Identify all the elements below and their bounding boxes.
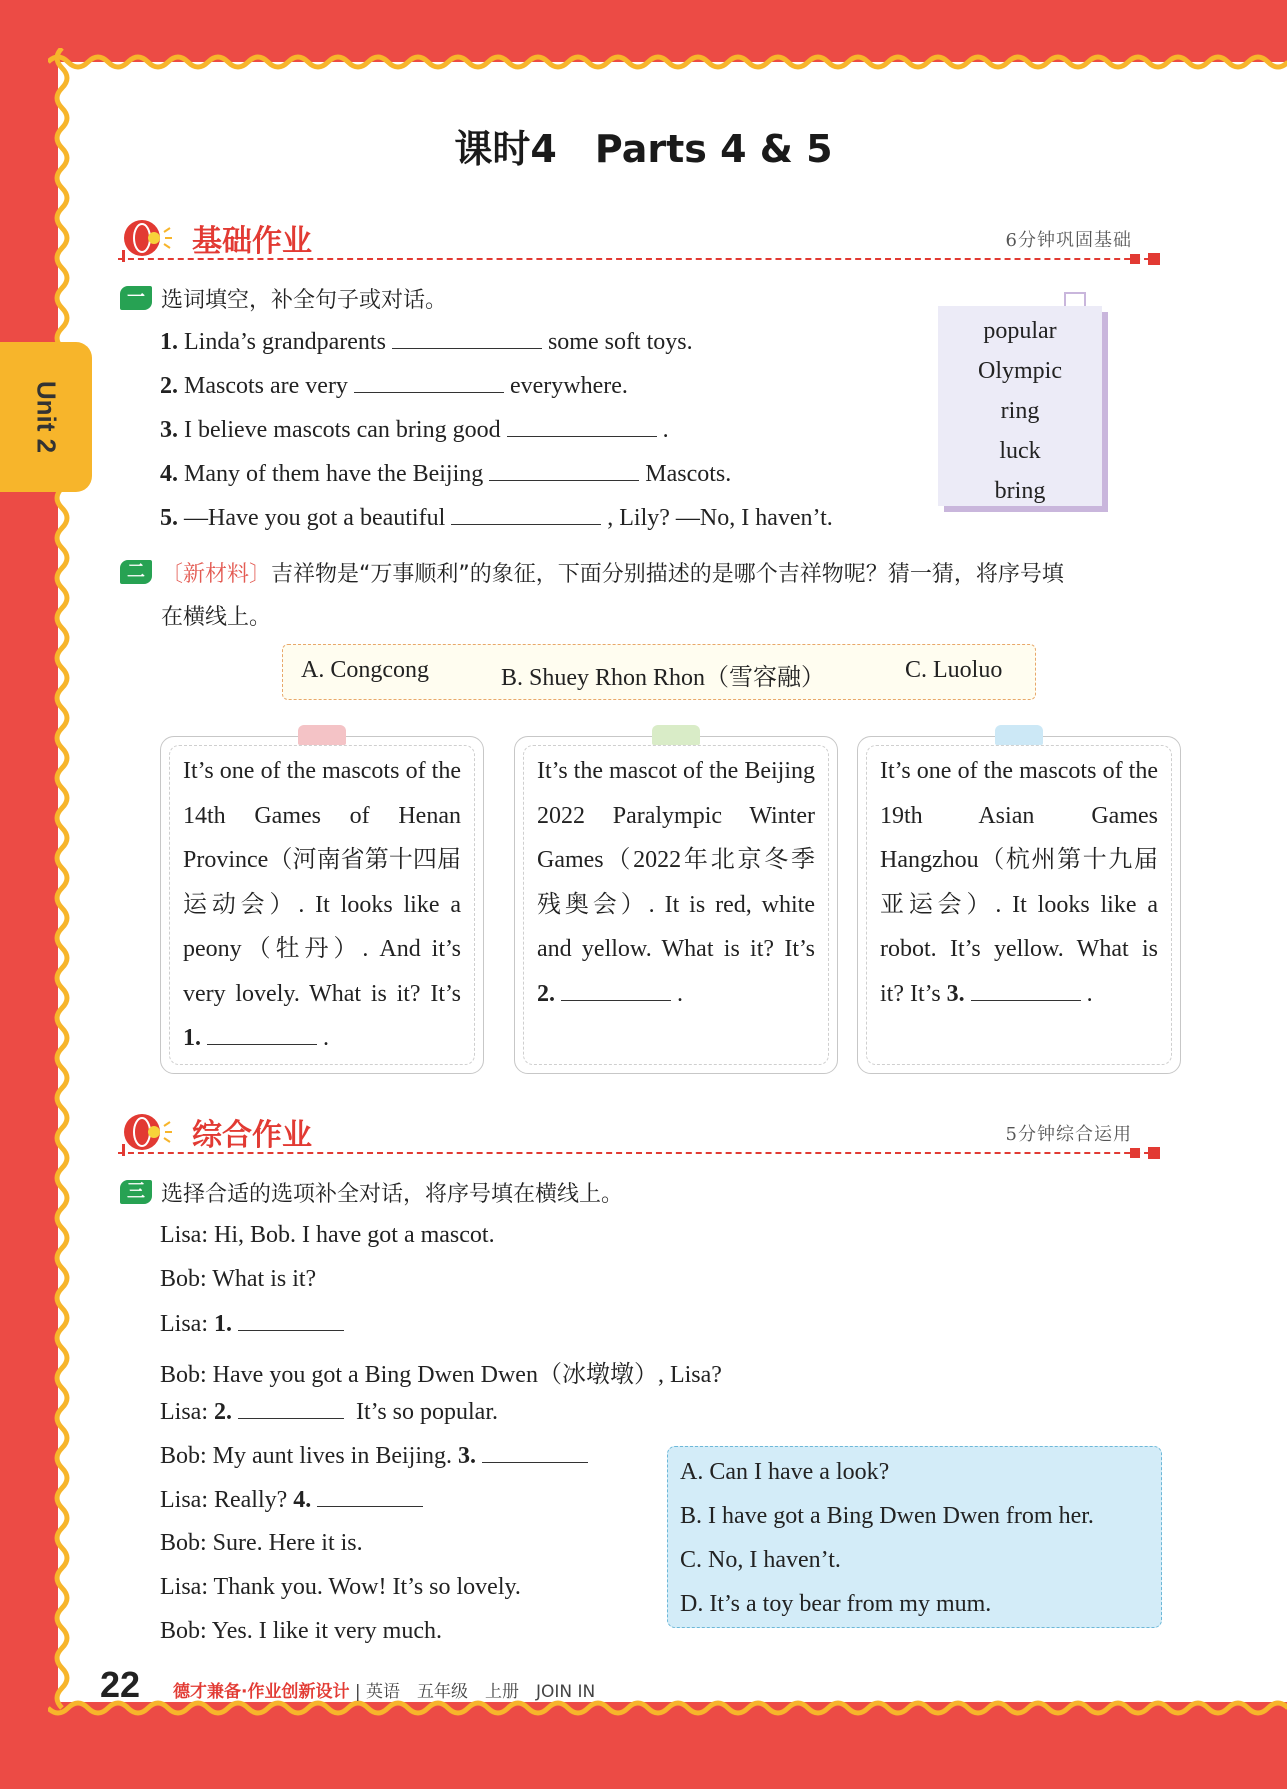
section-comprehensive-header xyxy=(118,1108,1160,1158)
answer-blank[interactable] xyxy=(489,460,639,481)
item-text: some soft toys. xyxy=(547,329,693,355)
dialog-text: Bob: My aunt lives in Beijing. xyxy=(160,1443,452,1469)
option: B. Shuey Rhon Rhon（雪容融） xyxy=(501,665,826,691)
answer-blank[interactable] xyxy=(971,980,1081,1001)
card-description: It’s one of the mascots of the 14th Games of Henan Province（河南省第十四届运动会）. It looks like a peony（牡丹）. And it’s very lovely. What is it? It’s xyxy=(183,758,461,1007)
divider-dot xyxy=(1130,254,1140,264)
dialog-text: Bob: Yes. I like it very much. xyxy=(160,1618,442,1644)
word-bank-item: ring xyxy=(1000,398,1040,424)
item-text: I believe mascots can bring good xyxy=(184,417,501,443)
dialog-text: Bob: Sure. Here it is. xyxy=(160,1530,363,1556)
section-divider xyxy=(118,258,1160,260)
unit-tab-label: Unit 2 xyxy=(31,380,62,454)
option: C. Luoluo xyxy=(905,657,1003,683)
card-text: It’s the mascot of the Beijing 2022 Paralympic Winter Games（2022年北京冬季残奥会）. It is red, white and yellow. What is it? It’s 2. . xyxy=(537,758,815,1007)
item-number: 4. xyxy=(160,461,178,487)
dialog-line xyxy=(160,1222,495,1249)
card-text: It’s one of the mascots of the 19th Asian Games Hangzhou（杭州第十九届亚运会）. It looks like a robot. It’s yellow. What is it? It’s 3. . xyxy=(880,758,1158,1007)
card-text: It’s one of the mascots of the 14th Games of Henan Province（河南省第十四届运动会）. It looks like a peony（牡丹）. And it’s very lovely. What is it? It’s 1. . xyxy=(183,758,461,1051)
card-description: It’s one of the mascots of the 19th Asian Games Hangzhou（杭州第十九届亚运会）. It looks like a robot. It’s yellow. What is it? It’s xyxy=(880,758,1158,1007)
word-bank-item: bring xyxy=(994,478,1046,504)
item-number: 3. xyxy=(160,417,178,443)
word-bank-item: luck xyxy=(999,438,1041,464)
footer-subject: 英语 五年级 上册 JOIN IN xyxy=(366,1682,596,1702)
answer-blank[interactable] xyxy=(238,1310,344,1331)
answer-blank[interactable] xyxy=(354,372,504,393)
page-title: 课时4 Parts 4 & 5 xyxy=(454,127,833,171)
q2-options xyxy=(282,644,1036,700)
dialog-line xyxy=(160,1398,498,1426)
footer-brand: 德才兼备·作业创新设计 xyxy=(173,1682,350,1702)
item-text: . xyxy=(662,417,669,443)
section-comprehensive-title: 综合作业 xyxy=(192,1118,312,1153)
q1-item xyxy=(160,416,669,444)
q3-options-box xyxy=(667,1446,1162,1628)
mascot-card xyxy=(857,736,1181,1074)
mascot-card xyxy=(160,736,484,1074)
section-basic-subtitle: 6分钟巩固基础 xyxy=(1005,230,1132,251)
dialog-line xyxy=(160,1354,722,1389)
card-tab xyxy=(995,725,1043,745)
option: D. It’s a toy bear from my mum. xyxy=(680,1591,992,1617)
card-description: It’s the mascot of the Beijing 2022 Paralympic Winter Games（2022年北京冬季残奥会）. It is red, white and yellow. What is it? It’s xyxy=(537,758,815,962)
section-divider xyxy=(118,1152,1160,1154)
divider-dot xyxy=(1148,1147,1160,1159)
item-number: 1. xyxy=(160,329,178,355)
bottom-margin xyxy=(0,1720,1287,1789)
item-text: Mascots. xyxy=(645,461,732,487)
q2-instruction xyxy=(161,557,1064,588)
word-bank xyxy=(938,306,1102,506)
item-number: 4. xyxy=(293,1487,312,1513)
item-text: Many of them have the Beijing xyxy=(184,461,484,487)
unit-tab xyxy=(0,342,92,492)
section-basic-header xyxy=(118,214,1160,264)
section-basic-title: 基础作业 xyxy=(192,224,312,259)
word-bank-item: Olympic xyxy=(978,358,1062,384)
word-bank-item: popular xyxy=(983,318,1057,344)
item-number: 2. xyxy=(214,1399,232,1425)
option: C. No, I haven’t. xyxy=(680,1547,841,1573)
answer-blank[interactable] xyxy=(561,980,671,1001)
section-comprehensive-subtitle: 5分钟综合运用 xyxy=(1005,1124,1132,1145)
wavy-border-left xyxy=(48,48,74,1718)
mascot-card xyxy=(514,736,838,1074)
answer-blank[interactable] xyxy=(451,504,601,525)
q1-item xyxy=(160,372,628,400)
answer-blank[interactable] xyxy=(482,1442,588,1463)
divider-dot xyxy=(1148,253,1160,265)
dialog-text: Lisa: xyxy=(160,1399,208,1425)
dialog-text: Bob: What is it? xyxy=(160,1266,317,1292)
q1-item xyxy=(160,504,833,532)
dialog-line xyxy=(160,1310,350,1338)
question-number-3: 三 xyxy=(120,1180,152,1204)
wavy-border-top xyxy=(48,48,1287,74)
question-number-1: 一 xyxy=(120,286,152,310)
item-text: everywhere. xyxy=(509,373,628,399)
q1-instruction: 选词填空，补全句子或对话。 xyxy=(161,288,448,313)
lantern-icon xyxy=(118,1108,174,1158)
q1-item xyxy=(160,328,693,356)
dialog-text: Lisa: Hi, Bob. I have got a mascot. xyxy=(160,1222,495,1248)
item-text: , Lily? —No, I haven’t. xyxy=(607,505,833,531)
dialog-line xyxy=(160,1266,316,1293)
q2-instruction-cont: 在横线上。 xyxy=(161,605,272,630)
q3-instruction: 选择合适的选项补全对话，将序号填在横线上。 xyxy=(161,1182,624,1207)
answer-blank[interactable] xyxy=(317,1486,423,1507)
answer-blank[interactable] xyxy=(207,1024,317,1045)
dialog-line xyxy=(160,1442,594,1470)
answer-blank[interactable] xyxy=(238,1398,344,1419)
item-number: 3. xyxy=(458,1443,476,1469)
option: B. I have got a Bing Dwen Dwen from her. xyxy=(680,1503,1094,1529)
option: A. Can I have a look? xyxy=(680,1459,890,1485)
question-number-2: 二 xyxy=(120,560,152,584)
lantern-icon xyxy=(118,214,174,264)
dialog-text: Lisa: Really? xyxy=(160,1487,288,1513)
dialog-line xyxy=(160,1486,429,1514)
option: A. Congcong xyxy=(301,657,429,683)
footer-text: 德才兼备·作业创新设计 | 英语 五年级 上册 JOIN IN xyxy=(173,1682,596,1702)
card-tab xyxy=(652,725,700,745)
dialog-text: Lisa: xyxy=(160,1311,208,1337)
q2-instruction-text: 吉祥物是“万事顺利”的象征，下面分别描述的是哪个吉祥物呢？猜一猜，将序号填 xyxy=(271,562,1064,587)
q1-item xyxy=(160,460,731,488)
page-number: 22 xyxy=(100,1664,141,1705)
item-text: Linda’s grandparents xyxy=(184,329,386,355)
item-number: 1. xyxy=(183,1025,201,1051)
new-material-tag: 〔新材料〕 xyxy=(161,562,272,587)
item-text: Mascots are very xyxy=(184,373,348,399)
dialog-text: Lisa: Thank you. Wow! It’s so lovely. xyxy=(160,1574,521,1600)
dialog-text: Bob: Have you got a Bing Dwen Dwen（冰墩墩）, Lisa? xyxy=(160,1362,722,1388)
item-number: 2. xyxy=(537,980,555,1007)
divider-dot xyxy=(1130,1148,1140,1158)
item-number: 2. xyxy=(160,373,178,399)
item-text: —Have you got a beautiful xyxy=(184,505,446,531)
answer-blank[interactable] xyxy=(507,416,657,437)
dialog-line xyxy=(160,1618,442,1645)
item-number: 1. xyxy=(214,1311,232,1337)
dialog-line xyxy=(160,1530,363,1557)
card-tab xyxy=(298,725,346,745)
item-number: 5. xyxy=(160,505,178,531)
item-number: 3. xyxy=(946,980,965,1007)
answer-blank[interactable] xyxy=(392,328,542,349)
dialog-text: It’s so popular. xyxy=(356,1399,498,1425)
dialog-line xyxy=(160,1574,521,1601)
